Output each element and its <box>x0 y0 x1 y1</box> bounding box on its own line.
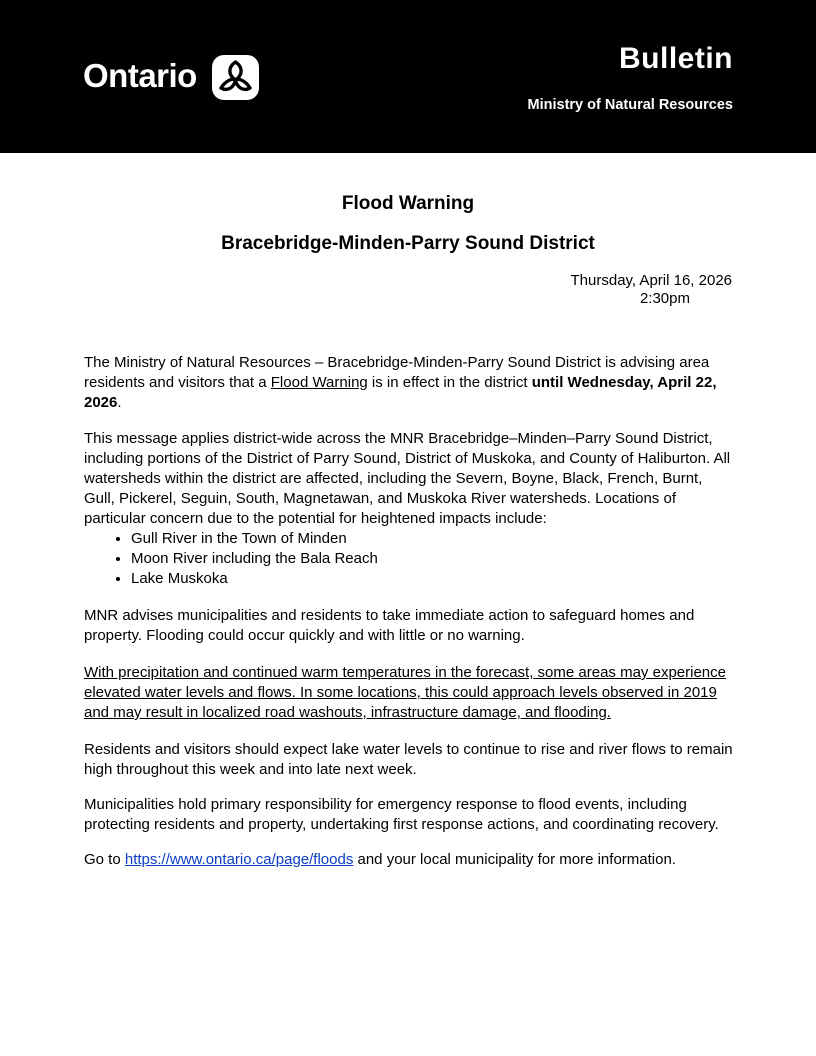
forecast-paragraph: With precipitation and continued warm temperatures in the forecast, some areas may experience elevated water levels and flows. In some locations, this could approach levels observed in 2019 and may result in localized road washouts, infrastructure damage, and flooding. <box>84 664 726 721</box>
concern-locations-list <box>84 529 736 589</box>
bulletin-body <box>84 353 736 870</box>
issue-date <box>571 272 732 308</box>
more-info-text-end: and your local municipality for more information. <box>353 851 676 868</box>
issue-day: Thursday, April 16, 2026 <box>570 272 732 289</box>
ontario-logo-text: Ontario <box>83 57 197 94</box>
list-item: • Lake Muskoka <box>131 569 736 589</box>
bulletin-header <box>0 0 816 153</box>
scope-paragraph: This message applies district-wide across the MNR Bracebridge–Minden–Parry Sound District, including portions of the District of Parry Sound, District of Muskoka, and County of Haliburton. All watersheds within the district are affected, including the Severn, Boyne, Black, French, Burnt, Gull, Pickerel, Seguin, South, Magnetawan, and Muskoka River watersheds. Locations of particular concern due to the potential for heightened impacts include: <box>84 430 731 527</box>
more-info-text-start: Go to <box>84 851 125 868</box>
intro-text-middle: is in effect in the district <box>367 374 532 391</box>
ontario-trillium-logo-icon <box>212 55 259 100</box>
page-title: Flood Warning <box>341 193 475 214</box>
intro-text-start: The Ministry of Natural Resources – Bracebridge-Minden-Parry Sound District is advising area residents and visitors that a <box>84 354 710 391</box>
bulletin-label: Bulletin <box>619 42 733 75</box>
flood-warning-link[interactable]: Flood Warning <box>270 374 368 391</box>
list-item: • Moon River including the Bala Reach <box>131 549 736 569</box>
intro-paragraph <box>84 353 736 413</box>
list-item: • Gull River in the Town of Minden <box>131 529 736 549</box>
responsibility-paragraph: Municipalities hold primary responsibility for emergency response to flood events, including protecting residents and property, undertaking first response actions, and coordinating recovery. <box>84 796 719 833</box>
floods-page-link[interactable]: https://www.ontario.ca/page/floods <box>124 851 354 868</box>
issue-time: 2:30pm <box>639 290 690 307</box>
ministry-name: Ministry of Natural Resources <box>527 97 733 113</box>
more-info-paragraph <box>84 850 736 870</box>
advisory-paragraph: MNR advises municipalities and residents to take immediate action to safeguard homes and property. Flooding could occur quickly and with little or no warning. <box>84 607 695 644</box>
water-levels-paragraph: Residents and visitors should expect lake water levels to continue to rise and river flows to remain high throughout this week and into late next week. <box>84 741 733 778</box>
warning-end-date: until Wednesday, April 22, 2026 <box>84 374 717 411</box>
page-subtitle: Bracebridge-Minden-Parry Sound District <box>221 233 595 254</box>
intro-text-end: . <box>117 394 122 411</box>
